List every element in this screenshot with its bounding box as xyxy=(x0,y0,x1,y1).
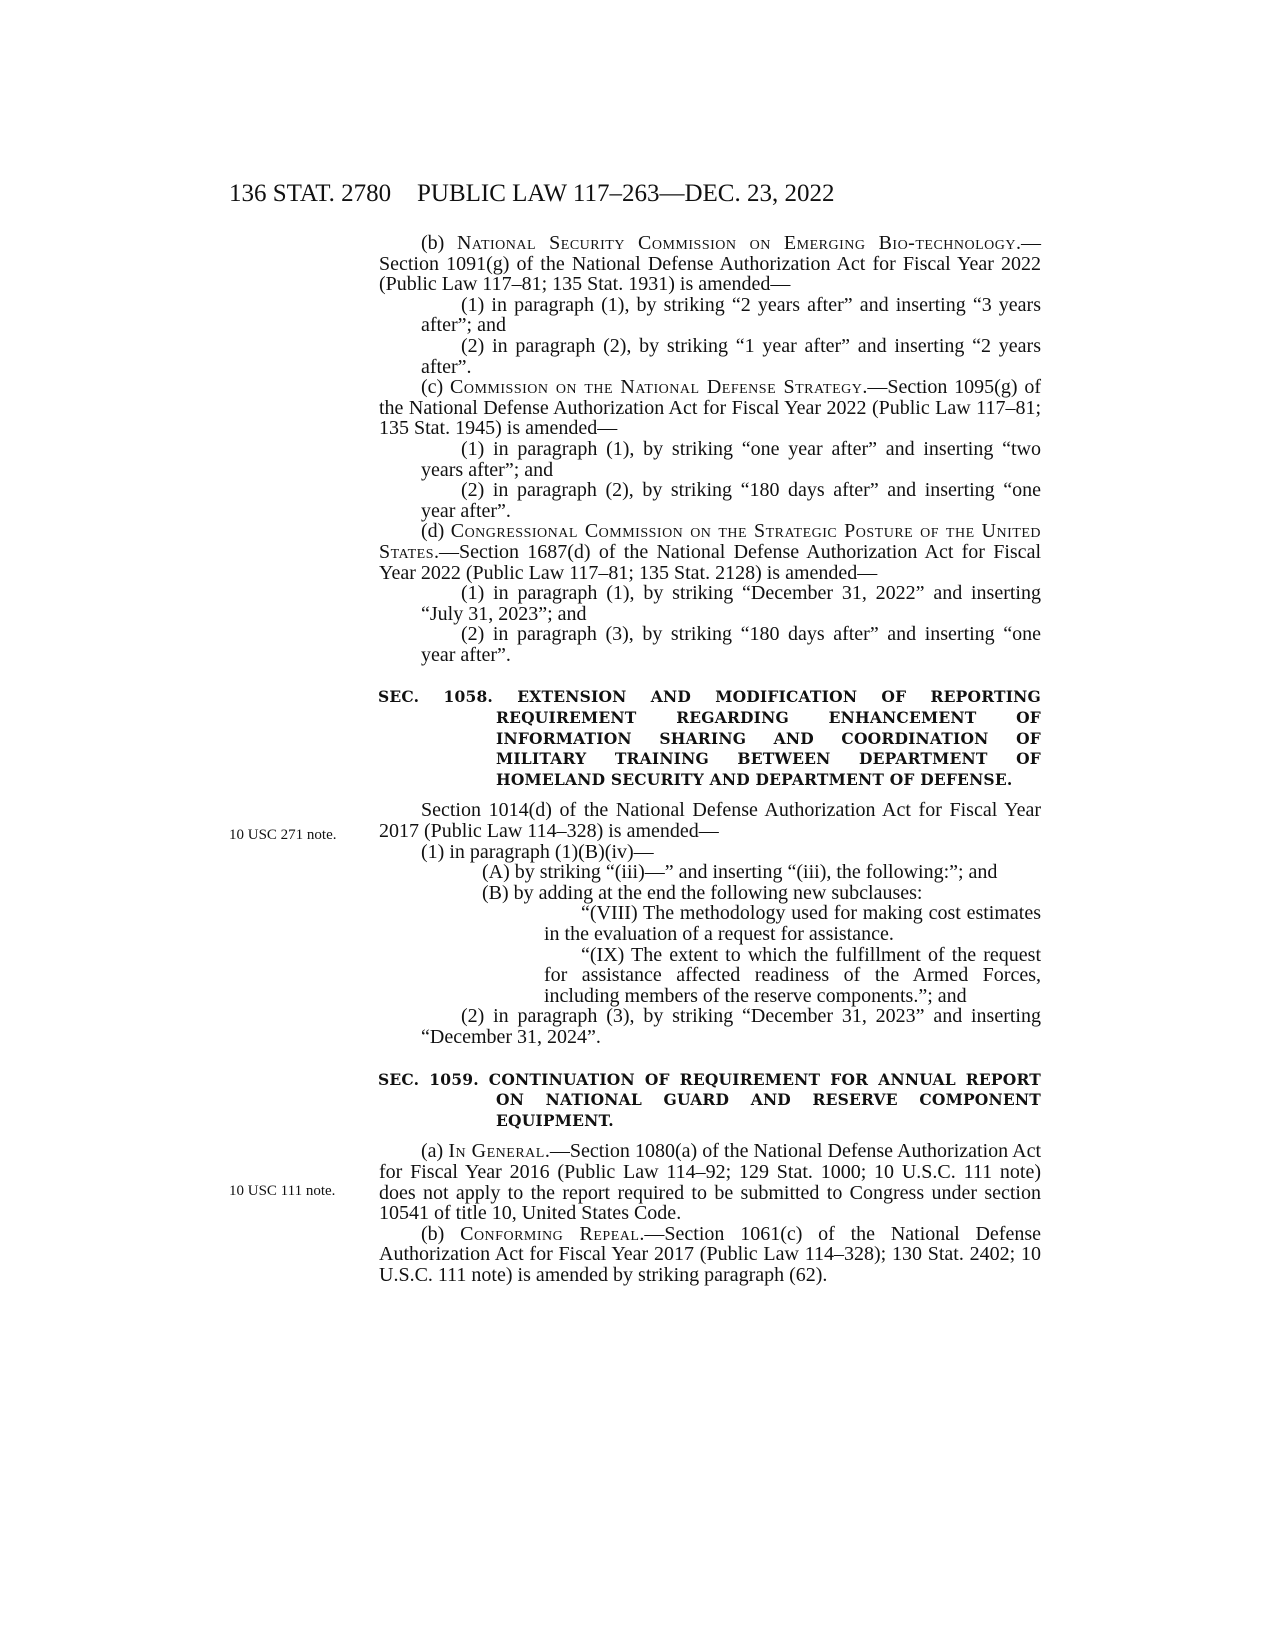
public-law-title: PUBLIC LAW 117–263—DEC. 23, 2022 xyxy=(417,180,835,207)
subsection-d-item-1: (1) in paragraph (1), by striking “December 31, 2022” and inserting “July 31, 2023”; and xyxy=(421,582,1041,625)
subsection-b-heading: National Security Commission on Emerging Bio- xyxy=(456,232,916,254)
subsection-c-heading: Commission on the National Defense Strategy xyxy=(450,376,863,399)
section-1058-item-1: (1) in paragraph (1)(B)(iv)— xyxy=(421,840,654,863)
subsection-d-heading: Congressional Commission on the Strategic Posture of the United States xyxy=(379,520,1041,563)
section-1059-subsection-b: (b) Conforming Repeal.—Section 1061(c) of the National Defense Authorization Act for Fiscal Year 2017 (Public Law 114–328); 130 Stat. 2402; 10 U.S.C. 111 note) is amended by striking paragraph (62). xyxy=(379,1222,1041,1286)
subclause-viii: “(VIII) The methodology used for making cost estimates in the evaluation of a request for assistance. xyxy=(544,902,1041,945)
subsection-b-item-2: (2) in paragraph (2), by striking “1 year after” and inserting “2 years after”. xyxy=(421,334,1041,378)
section-1059-subsection-a: (a) In General.—Section 1080(a) of the National Defense Authorization Act for Fiscal Year 2016 (Public Law 114–92; 129 Stat. 1000; 10 U.S.C. 111 note) does not apply to the report required to be submitted to Congress under section 10541 of title 10, United States Code. xyxy=(379,1140,1042,1225)
subsection-d-item-2: (2) in paragraph (3), by striking “180 days after” and inserting “one year after”. xyxy=(421,623,1041,666)
section-1058-item-2: (2) in paragraph (3), by striking “December 31, 2023” and inserting “December 31, 2024”. xyxy=(421,1005,1041,1048)
section-1059-a-heading: In General xyxy=(448,1140,545,1163)
subclause-ix: “(IX) The extent to which the fulfillment of the request for assistance affected readiness of the Armed Forces, including members of the reserve components.”; and xyxy=(544,943,1041,1007)
statute-body xyxy=(379,233,1041,1286)
section-1058-intro: Section 1014(d) of the National Defense Authorization Act for Fiscal Year 2017 (Public Law 114–328) is amended— xyxy=(379,799,1041,843)
margin-note-usc-111: 10 USC 111 note. xyxy=(229,1183,336,1199)
section-1058-item-b: (B) by adding at the end the following new subclauses: xyxy=(482,881,923,904)
subsection-b-item-1: (1) in paragraph (1), by striking “2 years after” and inserting “3 years after”; and xyxy=(421,293,1041,337)
subsection-c: (c) Commission on the National Defense Strategy.—Section 1095(g) of the National Defense Authorization Act for Fiscal Year 2022 (Public Law 117–81; 135 Stat. 1945) is amended— xyxy=(379,376,1041,440)
page-header xyxy=(0,180,1275,220)
section-1059-b-heading: Conforming Repeal xyxy=(460,1222,640,1245)
subsection-c-item-1: (1) in paragraph (1), by striking “one year after” and inserting “two years after”; and xyxy=(421,437,1041,481)
stat-citation: 136 STAT. 2780 xyxy=(229,180,392,207)
section-1059-heading: SEC. 1059. CONTINUATION OF REQUIREMENT FOR ANNUAL REPORT ON NATIONAL GUARD AND RESERVE COMPONENT EQUIPMENT. xyxy=(378,1069,1041,1130)
section-1058-item-a: (A) by striking “(iii)—” and inserting “(iii), the following:”; and xyxy=(482,861,998,884)
subsection-d: (d) Congressional Commission on the Strategic Posture of the United States.—Section 1687(d) of the National Defense Authorization Act for Fiscal Year 2022 (Public Law 117–81; 135 Stat. 2128) is amended— xyxy=(379,520,1041,584)
section-1058-heading: SEC. 1058. EXTENSION AND MODIFICATION OF REPORTING REQUIREMENT REGARDING ENHANCEMENT OF INFORMATION SHARING AND COORDINATION OF MILITARY TRAINING BETWEEN DEPARTMENT OF HOMELAND SECURITY AND DEPARTMENT OF DEFENSE. xyxy=(378,687,1041,789)
subsection-c-item-2: (2) in paragraph (2), by striking “180 days after” and inserting “one year after”. xyxy=(421,479,1041,522)
margin-note-usc-271: 10 USC 271 note. xyxy=(229,827,337,843)
subsection-b: (b) National Security Commission on Emerging Bio-technology.—Section 1091(g) of the National Defense Authorization Act for Fiscal Year 2022 (Public Law 117–81; 135 Stat. 1931) is amended— xyxy=(379,232,1042,296)
